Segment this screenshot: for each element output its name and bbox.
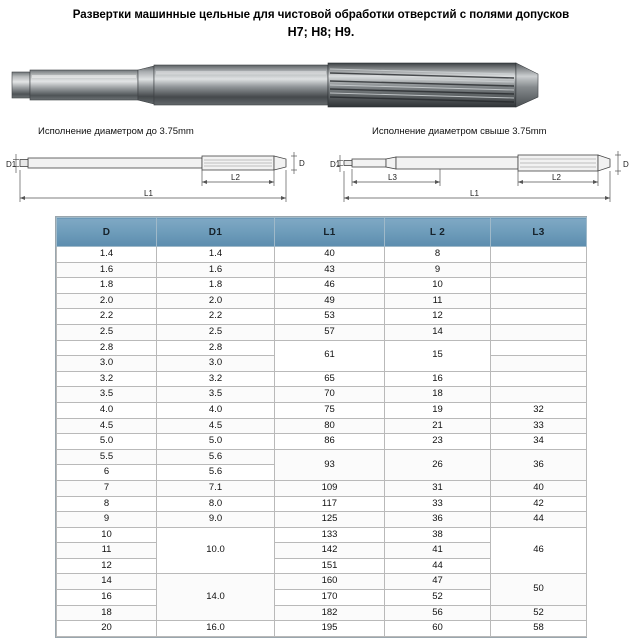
table-cell: 23 (385, 434, 491, 450)
table-cell: 8.0 (157, 496, 275, 512)
table-cell: 46 (491, 527, 587, 574)
table-cell: 80 (275, 418, 385, 434)
label-l1-right: L1 (470, 189, 479, 198)
table-row (57, 605, 587, 621)
table-cell: 1.6 (57, 262, 157, 278)
label-d-left: D (299, 159, 305, 168)
label-l3-right: L3 (388, 173, 397, 182)
table-cell (491, 356, 587, 372)
table-cell: 52 (491, 605, 587, 621)
label-l2-left: L2 (231, 173, 240, 182)
table-row (57, 278, 587, 294)
table-cell (491, 371, 587, 387)
table-cell: 9.0 (157, 512, 275, 528)
title-line-2: H7; H8; H9. (287, 24, 355, 39)
table-row (57, 418, 587, 434)
table-cell: 41 (385, 543, 491, 559)
table-cell (491, 340, 587, 356)
table-cell: 8 (57, 496, 157, 512)
table-cell: 50 (491, 574, 587, 605)
table-cell: 3.2 (57, 371, 157, 387)
table-cell: 36 (385, 512, 491, 528)
table-cell: 2.8 (157, 340, 275, 356)
table-cell: 5.6 (157, 449, 275, 465)
table-cell: 117 (275, 496, 385, 512)
reamer-illustration (8, 48, 634, 120)
table-cell: 43 (275, 262, 385, 278)
table-cell: 12 (385, 309, 491, 325)
table-row (57, 512, 587, 528)
table-cell: 40 (275, 247, 385, 263)
th-l1: L1 (275, 218, 385, 247)
table-cell: 2.2 (157, 309, 275, 325)
table-cell: 2.8 (57, 340, 157, 356)
table-cell: 142 (275, 543, 385, 559)
table-cell: 14.0 (157, 574, 275, 621)
table-cell (491, 387, 587, 403)
table-cell: 16 (385, 371, 491, 387)
table-cell: 170 (275, 590, 385, 606)
table-cell: 16 (57, 590, 157, 606)
table-row (57, 340, 587, 356)
table-cell: 61 (275, 340, 385, 371)
table-cell: 20 (57, 621, 157, 637)
table-cell: 21 (385, 418, 491, 434)
table-cell: 60 (385, 621, 491, 637)
table-cell: 9 (57, 512, 157, 528)
table-cell (491, 262, 587, 278)
table-cell: 2.2 (57, 309, 157, 325)
drawing-caption-left: Исполнение диаметром до 3.75mm (38, 126, 194, 137)
table-cell: 4.0 (157, 402, 275, 418)
table-cell: 26 (385, 449, 491, 480)
th-l3: L3 (491, 218, 587, 247)
table-cell: 18 (57, 605, 157, 621)
table-cell: 47 (385, 574, 491, 590)
table-cell: 65 (275, 371, 385, 387)
table-row (57, 262, 587, 278)
label-d1-left: D1 (6, 160, 17, 169)
table-cell: 52 (385, 590, 491, 606)
table-cell: 133 (275, 527, 385, 543)
table-row (57, 449, 587, 465)
table-row (57, 371, 587, 387)
table-cell: 12 (57, 558, 157, 574)
table-cell: 56 (385, 605, 491, 621)
table-cell: 14 (385, 324, 491, 340)
table-cell: 32 (491, 402, 587, 418)
table-row (57, 480, 587, 496)
table-cell: 46 (275, 278, 385, 294)
table-cell: 3.5 (157, 387, 275, 403)
table-cell: 1.8 (157, 278, 275, 294)
table-cell: 7 (57, 480, 157, 496)
table-cell: 86 (275, 434, 385, 450)
table-cell: 34 (491, 434, 587, 450)
table-row (57, 574, 587, 590)
label-l1-left: L1 (144, 189, 153, 198)
table-cell: 44 (385, 558, 491, 574)
table-row (57, 621, 587, 637)
th-d1: D1 (157, 218, 275, 247)
table-cell: 44 (491, 512, 587, 528)
table-cell: 5.0 (57, 434, 157, 450)
table-cell: 58 (491, 621, 587, 637)
table-cell (491, 324, 587, 340)
table-cell: 125 (275, 512, 385, 528)
table-cell: 38 (385, 527, 491, 543)
table-cell: 3.2 (157, 371, 275, 387)
drawing-large-diameter (330, 140, 636, 208)
table-cell: 18 (385, 387, 491, 403)
table-cell: 4.0 (57, 402, 157, 418)
table-cell: 109 (275, 480, 385, 496)
table-cell: 1.6 (157, 262, 275, 278)
table-cell: 1.8 (57, 278, 157, 294)
drawing-small-diameter (6, 140, 312, 208)
table-cell: 16.0 (157, 621, 275, 637)
table-cell (491, 278, 587, 294)
table-cell: 53 (275, 309, 385, 325)
table-cell: 1.4 (157, 247, 275, 263)
table-cell: 57 (275, 324, 385, 340)
table-cell: 40 (491, 480, 587, 496)
table-cell: 182 (275, 605, 385, 621)
specification-table-wrapper (55, 216, 587, 638)
th-d: D (57, 218, 157, 247)
table-row (57, 247, 587, 263)
title-line-1: Развертки машинные цельные для чистовой обработки отверстий с полями допусков (72, 9, 570, 21)
table-header-row (57, 218, 587, 247)
table-row (57, 496, 587, 512)
table-cell: 3.0 (57, 356, 157, 372)
table-cell: 33 (491, 418, 587, 434)
specification-table (56, 217, 587, 637)
table-cell: 31 (385, 480, 491, 496)
table-cell: 3.5 (57, 387, 157, 403)
table-row (57, 387, 587, 403)
table-row (57, 402, 587, 418)
table-cell: 3.0 (157, 356, 275, 372)
table-row (57, 527, 587, 543)
table-cell: 5.5 (57, 449, 157, 465)
table-cell: 2.5 (57, 324, 157, 340)
table-cell: 7.1 (157, 480, 275, 496)
table-cell: 4.5 (157, 418, 275, 434)
label-d-right: D (623, 160, 629, 169)
table-cell: 8 (385, 247, 491, 263)
table-cell (491, 309, 587, 325)
table-row (57, 309, 587, 325)
reamer-photo (8, 48, 634, 120)
table-cell: 42 (491, 496, 587, 512)
table-cell: 19 (385, 402, 491, 418)
table-cell: 11 (385, 293, 491, 309)
table-cell: 49 (275, 293, 385, 309)
table-cell: 10 (57, 527, 157, 543)
table-cell: 70 (275, 387, 385, 403)
table-cell: 195 (275, 621, 385, 637)
table-cell (491, 247, 587, 263)
table-cell: 1.4 (57, 247, 157, 263)
table-cell: 93 (275, 449, 385, 480)
table-body (57, 247, 587, 637)
label-l2-right: L2 (552, 173, 561, 182)
table-cell: 15 (385, 340, 491, 371)
table-row (57, 293, 587, 309)
page-title (0, 0, 642, 40)
table-cell: 2.0 (157, 293, 275, 309)
table-cell: 5.6 (157, 465, 275, 481)
table-cell: 33 (385, 496, 491, 512)
table-cell: 11 (57, 543, 157, 559)
table-cell: 75 (275, 402, 385, 418)
th-l2: L 2 (385, 218, 491, 247)
table-cell (491, 293, 587, 309)
table-cell: 151 (275, 558, 385, 574)
table-cell: 6 (57, 465, 157, 481)
table-row (57, 434, 587, 450)
table-cell: 36 (491, 449, 587, 480)
table-cell: 10 (385, 278, 491, 294)
table-cell: 160 (275, 574, 385, 590)
table-cell: 14 (57, 574, 157, 590)
table-cell: 2.5 (157, 324, 275, 340)
table-cell: 4.5 (57, 418, 157, 434)
label-d1-right: D1 (330, 160, 341, 169)
table-row (57, 324, 587, 340)
table-cell: 2.0 (57, 293, 157, 309)
table-cell: 5.0 (157, 434, 275, 450)
table-cell: 10.0 (157, 527, 275, 574)
technical-drawings (0, 126, 642, 208)
table-cell: 9 (385, 262, 491, 278)
drawing-caption-right: Исполнение диаметром свыше 3.75mm (372, 126, 547, 137)
